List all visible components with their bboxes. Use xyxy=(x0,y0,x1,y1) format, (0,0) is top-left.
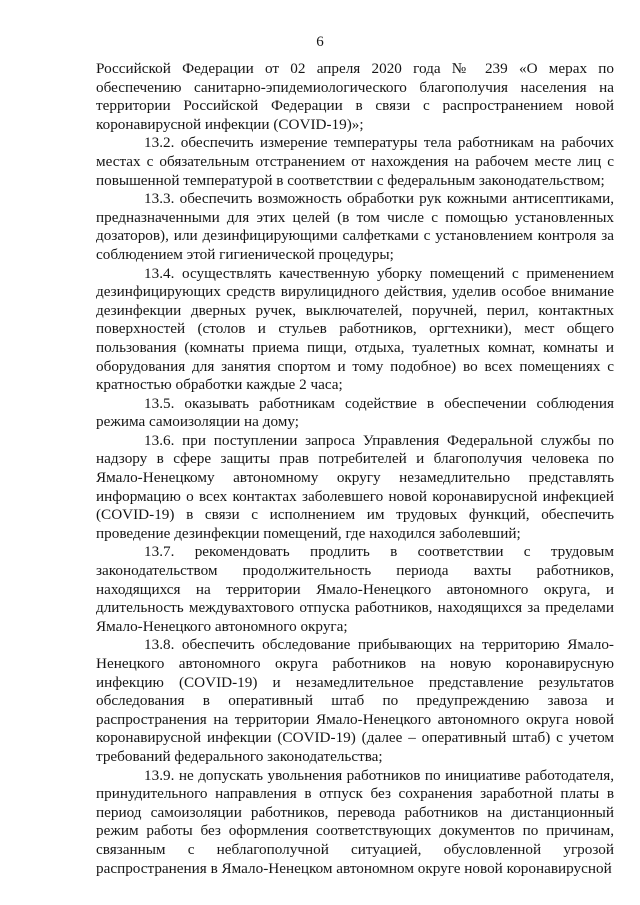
paragraph-13-2: 13.2. обеспечить измерение температуры тела работникам на рабочих местах с обязательным отстранением от нахождения на рабочем месте лиц с повышенной температурой в соответствии с федеральным законодательством; xyxy=(96,134,614,189)
paragraph-13-9: 13.9. не допускать увольнения работников по инициативе работодателя, принудительного направления в отпуск без сохранения заработной платы в период самоизоляции работников, перевода работников на дистанционный режим работы без оформления соответствующих документов по причинам, связанным с неблагополучной ситуацией, обусловленной угрозой распространения в Ямало-Ненецком автономном округе новой коронавирусной xyxy=(96,766,614,877)
paragraph-13-6: 13.6. при поступлении запроса Управления Федеральной службы по надзору в сфере защиты прав потребителей и благополучия человека по Ямало-Ненецкому автономному округу незамедлительно представлять информацию о всех контактах заболевшего новой коронавирусной инфекцией (COVID-19) в связи с исполнением им трудовых функций, обеспечить проведение дезинфекции помещений, где находился заболевший; xyxy=(96,431,614,542)
paragraph-13-5: 13.5. оказывать работникам содействие в обеспечении соблюдения режима самоизоляции на дому; xyxy=(96,394,614,431)
paragraph-continuation: Российской Федерации от 02 апреля 2020 года № 239 «О мерах по обеспечению санитарно-эпидемиологического благополучия населения на территории Российской Федерации в связи с распространением новой коронавирусной инфекции (COVID-19)»; xyxy=(96,60,614,133)
paragraph-13-7: 13.7. рекомендовать продлить в соответствии с трудовым законодательством продолжительность периода вахты работников, находящихся на территории Ямало-Ненецкого автономного округа, и длительность междувахтового отпуска работников, находящихся за пределами Ямало-Ненецкого автономного округа; xyxy=(96,543,614,635)
paragraph-13-8: 13.8. обеспечить обследование прибывающих на территорию Ямало-Ненецкого автономного округа работников на новую коронавирусную инфекцию (COVID-19) и незамедлительное представление результатов обследования в оперативный штаб по предупреждению завоза и распространения на территории Ямало-Ненецкого автономного округа новой коронавирусной инфекции (COVID-19) (далее – оперативный штаб) с учетом требований федерального законодательства; xyxy=(96,636,614,765)
page-number: 6 xyxy=(316,34,324,50)
paragraph-13-4: 13.4. осуществлять качественную уборку помещений с применением дезинфицирующих средств вирулицидного действия, уделив особое внимание дезинфекции дверных ручек, выключателей, поручней, перил, контактных поверхностей (столов и стульев работников, оргтехники), мест общего пользования (комнаты приема пищи, отдыха, туалетных комнат, комнаты и оборудования для занятия спортом и тому подобное) во всех помещениях с кратностью обработки каждые 2 часа; xyxy=(96,264,614,394)
document-body xyxy=(96,60,614,878)
paragraph-13-3: 13.3. обеспечить возможность обработки рук кожными антисептиками, предназначенными для этих целей (в том числе с помощью установленных дозаторов), или дезинфицирующими салфетками с установлением контроля за соблюдением этой гигиенической процедуры; xyxy=(96,190,614,263)
